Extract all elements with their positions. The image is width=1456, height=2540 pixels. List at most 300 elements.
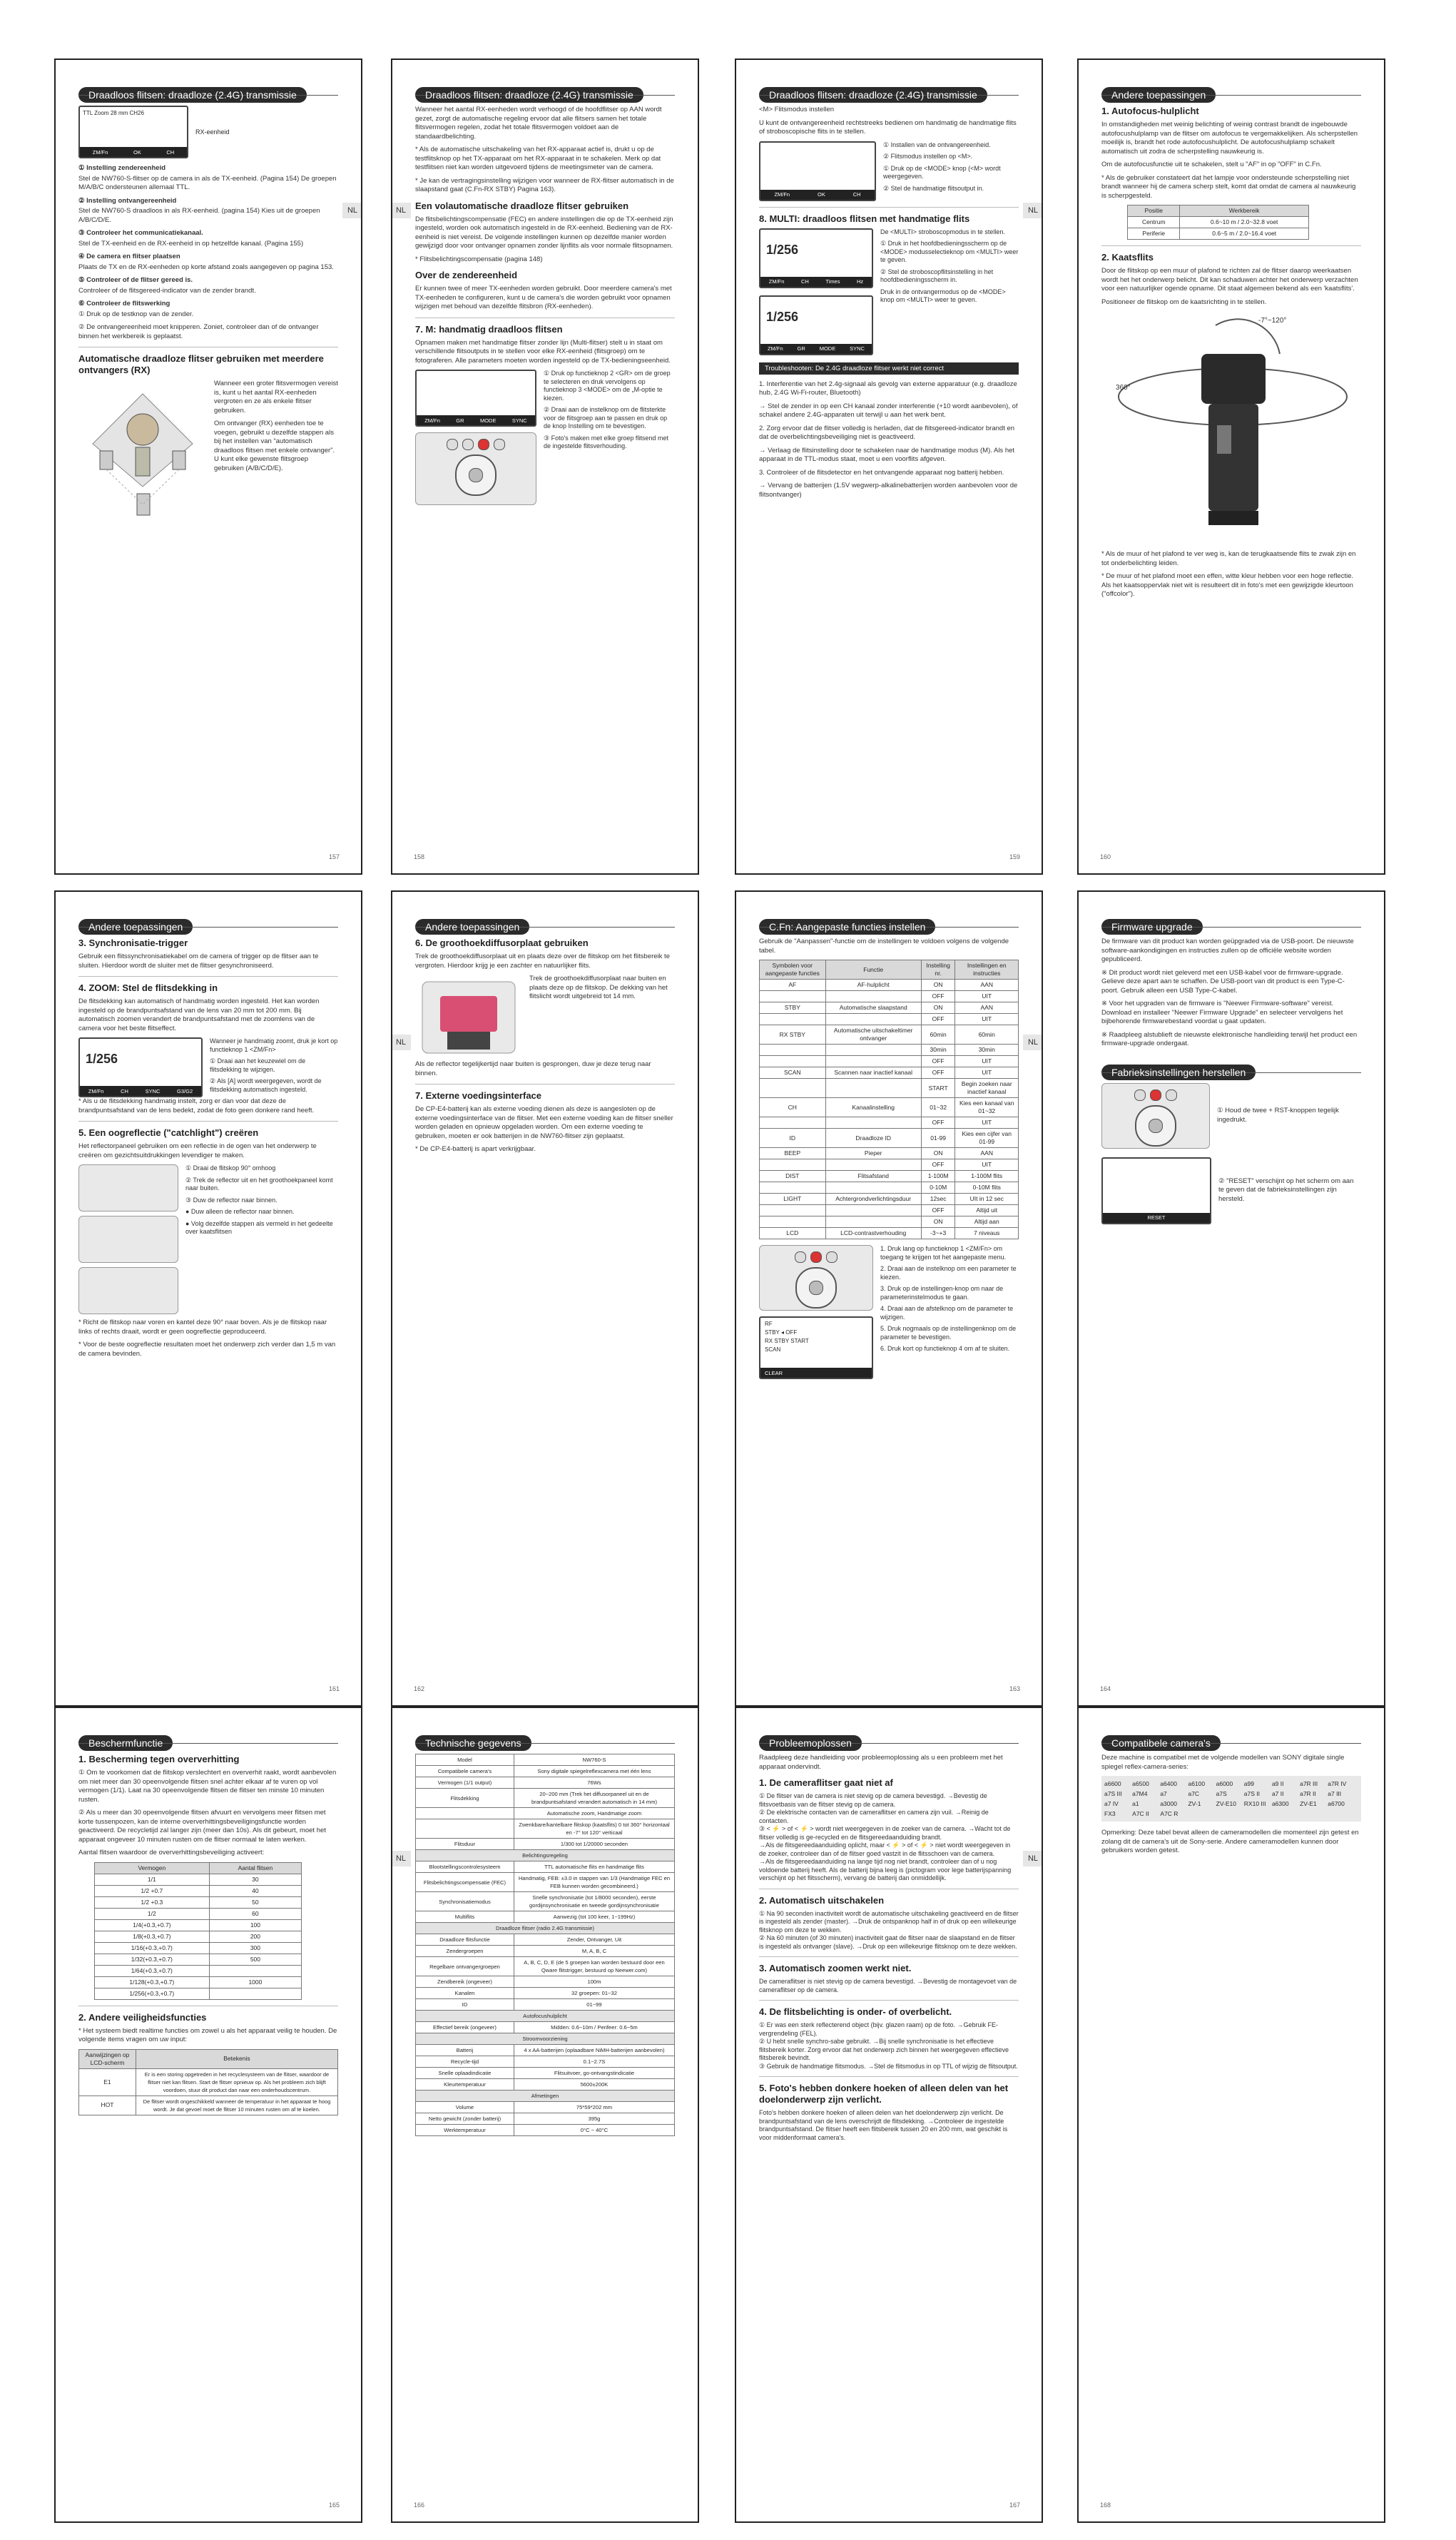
camera-model: a7 III bbox=[1328, 1790, 1342, 1797]
camera-list bbox=[1101, 1776, 1361, 1822]
table-cell bbox=[825, 1159, 921, 1171]
step: ① Draai de flitskop 90° omhoog bbox=[185, 1164, 276, 1172]
test-button[interactable] bbox=[478, 439, 489, 450]
table-cell: LCD-contrastverhouding bbox=[825, 1228, 921, 1239]
lcd-bottom-bar bbox=[417, 415, 535, 425]
table-row bbox=[79, 2096, 338, 2115]
table-cell: Begin zoeken naar inactief kanaal bbox=[955, 1079, 1019, 1098]
reflector-illustration bbox=[78, 1216, 178, 1263]
lcd-power-value: 1/256 bbox=[766, 309, 799, 324]
table-cell: 30min bbox=[955, 1045, 1019, 1056]
table-row bbox=[94, 1908, 301, 1919]
table-cell: Snelle synchronisatie (tot 1/8000 seconden), eerste gordijnsynchronisatie en tweede gordijnsynchronisatie bbox=[514, 1892, 674, 1911]
table-row bbox=[94, 1874, 301, 1885]
reset-lcd bbox=[1101, 1157, 1211, 1224]
table-cell: 01~32 bbox=[921, 1098, 955, 1117]
table-cell bbox=[825, 1056, 921, 1067]
camera-model: ZV-1 bbox=[1188, 1800, 1201, 1807]
camera-model: a6600 bbox=[1104, 1780, 1121, 1787]
section-header: Andere toepassingen bbox=[1101, 87, 1216, 103]
note: Opmerking: Deze tabel bevat alleen de cameramodellen die momenteel zijn getest en zolang dit de camera's uit de Sony-serie. Andere cameramodellen kunnen door gebruikers worden getest. bbox=[1101, 1829, 1359, 1854]
function-button[interactable] bbox=[826, 1251, 838, 1263]
note: * Richt de flitskop naar voren en kantel deze 90° naar boven. Als je de flitskop naar links of rechts draait, wordt er geen oogreflectie geproduceerd. bbox=[78, 1319, 327, 1336]
menu-line: RX STBY START bbox=[765, 1338, 809, 1344]
table-cell: Sony digitale spiegelreflexcamera met één lens bbox=[514, 1766, 674, 1777]
table-header: Instellingen en instructies bbox=[955, 960, 1019, 980]
subsection-title: 4. De flitsbelichting is onder- of overbelicht. bbox=[759, 2006, 952, 2017]
paragraph: * Het systeem biedt realtime functies om zowel u als het apparaat veilig te houden. De volgende items vragen om uw input: bbox=[78, 2026, 337, 2043]
step: ② "RESET" verschijnt op het scherm om aan te geven dat de fabrieksinstellingen zijn hersteld. bbox=[1218, 1177, 1354, 1203]
function-button[interactable] bbox=[447, 439, 458, 450]
table-cell bbox=[760, 1045, 826, 1056]
table-cell: AAN bbox=[955, 980, 1019, 991]
section-header: Draadloos flitsen: draadloze (2.4G) transmissie bbox=[415, 87, 643, 103]
table-row bbox=[416, 2022, 675, 2033]
camera-model: a9 II bbox=[1271, 1780, 1284, 1787]
table-row bbox=[416, 1976, 675, 1988]
table-cell: 7 niveaus bbox=[955, 1228, 1019, 1239]
table-row bbox=[416, 1957, 675, 1976]
camera-model: a7C bbox=[1188, 1790, 1200, 1797]
test-button[interactable] bbox=[1150, 1089, 1161, 1101]
table-row bbox=[760, 1025, 1019, 1045]
table-cell: A, B, C, D, E (de 5 groepen kan worden bestuurd door een Qware flitstrigger, bestuurd op Neewer.com) bbox=[514, 1957, 674, 1976]
language-tab: NL bbox=[1023, 1035, 1043, 1050]
function-button[interactable] bbox=[494, 439, 505, 450]
page-number: 165 bbox=[328, 2501, 340, 2509]
table-cell: HOT bbox=[79, 2096, 136, 2115]
step: ● Volg dezelfde stappen als vermeld in het gedeelte over kaatsflitsen bbox=[185, 1219, 333, 1235]
table-cell bbox=[416, 1819, 514, 1839]
spec-section-label: Stroomvoorziening bbox=[416, 2033, 675, 2045]
table-cell: Effectief bereik (ongeveer) bbox=[416, 2022, 514, 2033]
set-dial[interactable] bbox=[795, 1267, 837, 1309]
step: Wanneer je handmatig zoomt, druk je kort op functieknop 1 <ZM/Fn> bbox=[210, 1037, 338, 1053]
paragraph: → Vervang de batterijen (1.5V wegwerp-alkalinebatterijen worden aanbevolen voor de flitsontvanger) bbox=[759, 482, 1018, 499]
table-cell: 50 bbox=[209, 1896, 301, 1908]
section-header: Draadloos flitsen: draadloze (2.4G) transmissie bbox=[759, 87, 987, 103]
subsection-title: 1. Bescherming tegen oververhitting bbox=[78, 1754, 240, 1764]
table-cell: 1/32(+0.3,+0.7) bbox=[94, 1954, 209, 1965]
step: ② Flitsmodus instellen op <M>. bbox=[883, 153, 973, 160]
spec-section-label: Draadloze flitser (radio 2.4G transmissie) bbox=[416, 1923, 675, 1934]
step: ② Stel de handmatige flitsoutput in. bbox=[883, 184, 984, 192]
function-button[interactable] bbox=[1166, 1089, 1177, 1101]
table-cell: Flitsuitvoer, go-ontvangstindicatie bbox=[514, 2068, 674, 2079]
table-cell: 1-100M flits bbox=[955, 1171, 1019, 1182]
function-button[interactable] bbox=[462, 439, 474, 450]
table-cell: LCD bbox=[760, 1228, 826, 1239]
diffuser-illustration bbox=[415, 975, 522, 1060]
table-cell: 1-100M bbox=[921, 1171, 955, 1182]
table-row bbox=[760, 1205, 1019, 1216]
step: ① Houd de twee + RST-knoppen tegelijk ingedrukt. bbox=[1217, 1107, 1339, 1124]
troubleshoot-banner: Troubleshooten: De 2.4G draadloze flitser werkt niet correct bbox=[759, 362, 1019, 375]
table-header: Aanwijzingen op LCD-scherm bbox=[79, 2049, 136, 2068]
af-range-table bbox=[1127, 205, 1309, 240]
table-cell: 1/256(+0.3,+0.7) bbox=[94, 1988, 209, 1999]
manual-page-168 bbox=[1077, 1707, 1385, 2523]
camera-model: a7R III bbox=[1300, 1780, 1318, 1787]
table-row bbox=[416, 1923, 675, 1934]
manual-page-157 bbox=[54, 59, 362, 875]
step: 4. Draai aan de afstelknop om de parameter te wijzigen. bbox=[880, 1305, 1014, 1321]
camera-model: A7C R bbox=[1160, 1810, 1178, 1817]
step-title: ④ De camera en flitser plaatsen bbox=[78, 253, 180, 260]
subsection-title: 5. Een oogreflectie ("catchlight") creëren bbox=[78, 1127, 259, 1138]
paragraph: Positioneer de flitskop om de kaatsrichting in te stellen. bbox=[1101, 298, 1267, 306]
table-cell: 1/2 +0.3 bbox=[94, 1896, 209, 1908]
paragraph: ① Na 90 seconden inactiviteit wordt de automatische uitschakeling geactiveerd en de flitser is ingesteld als zender (master). →Druk de ontspanknop half in of druk op een willekeurige flitsknop om deze te wekken. ② Na 60 minuten (of 30 minuten) inactiviteit gaat de flitser naar de slaapstand en de flitser is ingesteld als ontvanger (slave). →Druk op een willekeurige flitsknop om te deze wekken. bbox=[759, 1909, 1019, 1950]
manual-page-166 bbox=[391, 1707, 699, 2523]
table-row bbox=[760, 1228, 1019, 1239]
table-cell: 32 groepen: 01~32 bbox=[514, 1988, 674, 1999]
table-row bbox=[416, 1754, 675, 1766]
camera-model: ZV-E10 bbox=[1216, 1800, 1236, 1807]
table-cell: Altijd uit bbox=[955, 1205, 1019, 1216]
table-row bbox=[416, 1850, 675, 1861]
table-row bbox=[760, 1182, 1019, 1194]
table-row bbox=[1128, 228, 1309, 240]
paragraph: Opnamen maken met handmatige flitser zonder lijn (Multi-flitser) stelt u in staat om verschillende flitsoutputs in te stellen voor elke RX-eenheid (flitsgroep) om te fotograferen. Alle parameters moeten worden ingesteld op de TX-bedieningseenheid. bbox=[415, 338, 671, 365]
paragraph: 2. Zorg ervoor dat de flitser volledig is herladen, dat de flitsgereed-indicator brandt en dat de overbelichtingsbeveiliging niet is geactiveerd. bbox=[759, 424, 1015, 441]
subsection-title: 5. Foto's hebben donkere hoeken of alleen delen van het doelonderwerp zijn verlicht. bbox=[759, 2083, 1009, 2105]
lcd-bar-label: Hz bbox=[857, 278, 864, 285]
note: * Als u de flitsdekking handmatig instelt, zorg er dan voor dat deze de brandpuntsafstand van de lens bedekt, zodat de foto geen donkere rand heeft. bbox=[78, 1097, 315, 1114]
step: 6. Druk kort op functieknop 4 om af te sluiten. bbox=[880, 1345, 1010, 1352]
table-cell: 0.6~5 m / 2.0~16.4 voet bbox=[1180, 228, 1309, 240]
table-header: Instelling nr. bbox=[921, 960, 955, 980]
lcd-bar-label: SYNC bbox=[145, 1087, 161, 1094]
step: 5. Druk nogmaals op de instellingenknop om de parameter te bevestigen. bbox=[880, 1325, 1017, 1341]
step: ③ Duw de reflector naar binnen. bbox=[185, 1196, 278, 1204]
paragraph: → Verlaag de flitsinstelling door te schakelen naar de handmatige modus (M). Als het apparaat in de TTL-modus staat, moet u een voorflits afgeven. bbox=[759, 446, 1015, 463]
language-tab: NL bbox=[391, 1851, 411, 1866]
table-cell: LIGHT bbox=[760, 1194, 826, 1205]
paragraph: Trek de groothoekdiffusorplaat uit en plaats deze over de flitskop om het flitsbereik te vergroten. Hierdoor krijg je een zachter en natuurlijker flits. bbox=[415, 952, 670, 970]
note: * De CP-E4-batterij is apart verkrijgbaar. bbox=[415, 1145, 536, 1153]
paragraph: 1. Interferentie van het 2.4g-signaal als gevolg van externe apparatuur (e.g. draadloze hub, 2.4G Wi-Fi-router, Bluetooth) bbox=[759, 380, 1017, 397]
table-cell: 1/1 bbox=[94, 1874, 209, 1885]
table-row bbox=[760, 991, 1019, 1002]
table-cell: 395g bbox=[514, 2113, 674, 2125]
table-cell: Flitsdekking bbox=[416, 1789, 514, 1808]
table-cell: Zendbereik (ongeveer) bbox=[416, 1976, 514, 1988]
lcd-bar-label: G3/G2 bbox=[177, 1087, 193, 1094]
table-cell: Batterij bbox=[416, 2045, 514, 2056]
lcd-bar-label: ZM/Fn bbox=[88, 1087, 104, 1094]
table-cell: OFF bbox=[921, 991, 955, 1002]
table-cell: TTL automatische flits en handmatige flits bbox=[514, 1861, 674, 1873]
subsection-title: 4. ZOOM: Stel de flitsdekking in bbox=[78, 982, 218, 993]
overheat-table bbox=[94, 1862, 302, 2000]
paragraph: Trek de groothoekdiffusorplaat naar buiten en plaats deze op de flitskop. De dekking van het flitslicht wordt uitgebreid tot 14 mm. bbox=[529, 975, 668, 1000]
table-cell: Flitsbelichtingscompensatie (FEC) bbox=[416, 1873, 514, 1892]
paragraph: Foto's hebben donkere hoeken of alleen delen van het doelonderwerp zijn verlicht. De brandpuntsafstand van de lens overschrijdt de flitsdekking. →Controleer de ingestelde brandpuntsafstand. De flitser heeft een flitsbereik tussen 20 en 200 mm, wat geschikt is voor middenformaat camera's. bbox=[759, 2109, 1008, 2141]
table-cell: 60 bbox=[209, 1908, 301, 1919]
function-button[interactable] bbox=[1134, 1089, 1146, 1101]
table-cell: AAN bbox=[955, 1002, 1019, 1014]
table-header: Werkbereik bbox=[1180, 205, 1309, 217]
table-cell: ON bbox=[921, 1002, 955, 1014]
step-text: Stel de NW760-S draadloos in als RX-eenheid. (pagina 154) Kies uit de groepen A/B/C/D/E. bbox=[78, 207, 320, 224]
table-row bbox=[416, 1873, 675, 1892]
step: 1. Druk lang op functieknop 1 <ZM/Fn> om toegang te krijgen tot het aangepaste menu. bbox=[880, 1245, 1007, 1261]
divider bbox=[759, 207, 1019, 208]
section-header: Fabrieksinstellingen herstellen bbox=[1101, 1065, 1256, 1080]
table-cell: Regelbare ontvangergroepen bbox=[416, 1957, 514, 1976]
table-row bbox=[416, 2113, 675, 2125]
step-text: ① Druk op de testknop van de zender. bbox=[78, 310, 194, 318]
table-cell: NW760-S bbox=[514, 1754, 674, 1766]
table-cell: Compatibele camera's bbox=[416, 1766, 514, 1777]
subsection-title: 1. Autofocus-hulplicht bbox=[1101, 106, 1199, 116]
reflector-illustration bbox=[78, 1164, 178, 1211]
lcd-bottom-bar bbox=[760, 277, 872, 287]
table-row bbox=[760, 1117, 1019, 1129]
table-cell: 500 bbox=[209, 1954, 301, 1965]
table-cell: 0-10M bbox=[921, 1182, 955, 1194]
table-cell: START bbox=[921, 1079, 955, 1098]
table-cell: UIt in 12 sec bbox=[955, 1194, 1019, 1205]
lcd-note: RX-eenheid bbox=[195, 128, 230, 136]
step: ① Draai aan het keuzewiel om de flitsdekking te wijzigen. bbox=[210, 1057, 306, 1073]
table-cell: Blootstellingscontrolesysteem bbox=[416, 1861, 514, 1873]
table-cell: UIT bbox=[955, 1014, 1019, 1025]
table-cell: Synchronisatiemodus bbox=[416, 1892, 514, 1911]
step: De <MULTI> stroboscopmodus in te stellen. bbox=[880, 228, 1005, 235]
camera-model: a3000 bbox=[1160, 1800, 1177, 1807]
flash-lcd-diagram bbox=[415, 370, 536, 427]
table-row bbox=[416, 2056, 675, 2068]
table-cell: CH bbox=[760, 1098, 826, 1117]
table-cell bbox=[825, 1079, 921, 1098]
table-cell: Werktemperatuur bbox=[416, 2125, 514, 2136]
language-tab: NL bbox=[1023, 1851, 1043, 1866]
menu-line: SCAN bbox=[765, 1346, 781, 1353]
spec-table bbox=[415, 1754, 675, 2136]
section-header: Andere toepassingen bbox=[415, 919, 529, 935]
subsection-title: 7. M: handmatig draadloos flitsen bbox=[415, 323, 563, 335]
manual-page-165 bbox=[54, 1707, 362, 2523]
table-cell: 40 bbox=[209, 1885, 301, 1896]
table-cell: STBY bbox=[760, 1002, 826, 1014]
paragraph: → Stel de zender in op een CH kanaal zonder interferentie (+10 wordt aanbevolen), of schakel andere 2.4G-apparaten uit terwijl u aan het werk bent. bbox=[759, 402, 1018, 419]
lcd-bar-label: ZM/Fn bbox=[92, 148, 108, 156]
paragraph: ① Er was een sterk reflecterend object (bijv. glazen raam) op de foto. →Gebruik FE-vergrendeling (FEL). ② U hebt snelle synchro-sabe gebruikt. →Bij snelle synchronisatie is het effectieve flitsbereik korter. Zorg ervoor dat het onderwerp zich binnen het weergegeven effectieve flitsbereik bevindt. ③ Gebruik de handmatige flitsmodus. →Stel de flitsmodus in op TTL of wijzig de flitsoutput. bbox=[759, 2021, 1018, 2070]
table-cell bbox=[760, 1205, 826, 1216]
step: 3. Druk op de instellingen-knop om naar de parameterinstelmodus te gaan. bbox=[880, 1285, 1004, 1301]
lcd-power-value: 1/256 bbox=[766, 242, 799, 257]
step-title: ① Instelling zendereenheid bbox=[78, 164, 166, 172]
section-header: Andere toepassingen bbox=[78, 919, 193, 935]
flash-lcd-diagram bbox=[78, 1037, 203, 1097]
paragraph: De flitsbelichtingscompensatie (FEC) en andere instellingen die op de TX-eenheid zijn ingesteld, worden ook automatisch ingesteld in de RX-eenheid. Bediening van de RX-eenheid is niet vereist. De volgende instellingen kunnen op dezelfde manier worden gewijzigd door voor ontvanger opnamen zonder lijnflits als voor normale flitsopnamen. bbox=[415, 215, 673, 250]
flash-lcd-diagram bbox=[759, 141, 876, 201]
paragraph: Gebruik een flitssynchronisatiekabel om de camera of trigger op de flitser aan te sluiten. Hierdoor wordt de sluiter met de flitser gesynchroniseerd. bbox=[78, 952, 319, 970]
table-row bbox=[416, 1789, 675, 1808]
reset-label: RESET bbox=[1147, 1214, 1166, 1221]
set-dial[interactable] bbox=[1135, 1105, 1176, 1147]
table-cell: Automatische zoom, Handmatige zoom bbox=[514, 1808, 674, 1819]
subsection-title: 1. De cameraflitser gaat niet af bbox=[759, 1777, 893, 1788]
step: ② Draai aan de instelknop om de flitsterkte voor de flitsgroep aan te passen en druk op de knop Instelling om te bevestigen. bbox=[544, 406, 668, 430]
table-cell bbox=[825, 1205, 921, 1216]
table-row bbox=[416, 2033, 675, 2045]
table-cell: Kleurtemperatuur bbox=[416, 2079, 514, 2091]
note: * Als de muur of het plafond te ver weg is, kan de terugkaatsende flits te zwak zijn en tot onderbelichting leiden. bbox=[1101, 550, 1356, 567]
paragraph: U kunt de ontvangereenheid rechtstreeks bedienen om handmatig de handmatige flits of stroboscopische flits in te stellen. bbox=[759, 118, 1017, 136]
table-cell: ON bbox=[921, 1148, 955, 1159]
table-cell: Vermogen (1/1 output) bbox=[416, 1777, 514, 1789]
table-cell bbox=[209, 1965, 301, 1976]
table-cell: Volume bbox=[416, 2102, 514, 2113]
multi-receiver-illustration bbox=[78, 380, 207, 529]
camera-model: a6500 bbox=[1132, 1780, 1149, 1787]
paragraph: ② Als u meer dan 30 opeenvolgende flitsen afvuurt en vervolgens meer flitsen met korte tussenpozen, kan de interne oververhittingsbeveiligingsfunctie worden geactiveerd. De recycletijd zal langer zijn (meer dan 10s). Als dit gebeurt, moet het apparaat ongeveer 10 minuten rusten om de flitser normaal te laten werken. bbox=[78, 1809, 326, 1844]
step-title: ③ Controleer het communicatiekanaal. bbox=[78, 229, 203, 237]
lcd-bar-label: CH bbox=[121, 1087, 128, 1094]
step: ② Als [A] wordt weergegeven, wordt de flitsdekking automatisch ingesteld. bbox=[210, 1077, 322, 1093]
camera-model: FX3 bbox=[1104, 1810, 1116, 1817]
section-header: Draadloos flitsen: draadloze (2.4G) transmissie bbox=[78, 87, 307, 103]
table-row bbox=[94, 1988, 301, 1999]
table-row bbox=[760, 1148, 1019, 1159]
table-row bbox=[416, 1946, 675, 1957]
table-cell: 30 bbox=[209, 1874, 301, 1885]
paragraph: De CP-E4-batterij kan als externe voeding dienen als deze is aangesloten op de externe voedingsinterface van de flitser. Met een externe voeding kan de flitser sneller worden geladen en opnieuw opgeladen worden. Om een externe voeding te gebruiken, moeten er ook batterijen in de NW760-flitser zijn geplaatst. bbox=[415, 1105, 673, 1140]
subsection-title: Een volautomatische draadloze flitser gebruiken bbox=[415, 200, 629, 211]
table-cell: Periferie bbox=[1128, 228, 1180, 240]
table-cell: Automatische uitschakeltimer ontvanger bbox=[825, 1025, 921, 1045]
lcd-bar-label: CH bbox=[800, 278, 809, 285]
paragraph: Het reflectorpaneel gebruiken om een reflectie in de ogen van het onderwerp te creëren om gezichtsuitdrukkingen levendiger te maken. bbox=[78, 1142, 317, 1159]
paragraph: Om ontvanger (RX) eenheden toe te voegen, gebruikt u dezelfde stappen als bij het instellen van “automatisch draadloos flitsen met enkele ontvanger”. U kunt elke gewenste flitsgroep gebruiken (A/B/C/D/E). bbox=[214, 420, 335, 472]
divider bbox=[759, 1956, 1019, 1957]
section-header: Firmware upgrade bbox=[1101, 919, 1203, 935]
step-text: Controleer of de flitsgereed-indicator van de zender brandt. bbox=[78, 286, 256, 295]
manual-page-159 bbox=[735, 59, 1043, 875]
custom-menu-lcd bbox=[759, 1316, 873, 1379]
camera-model: a6400 bbox=[1160, 1780, 1177, 1787]
table-cell: 12sec bbox=[921, 1194, 955, 1205]
table-row bbox=[760, 1098, 1019, 1117]
manual-page-167 bbox=[735, 1707, 1043, 2523]
table-cell bbox=[760, 1182, 826, 1194]
table-cell: Altijd aan bbox=[955, 1216, 1019, 1228]
manual-page-163 bbox=[735, 890, 1043, 1707]
table-cell: Kanaalinstelling bbox=[825, 1098, 921, 1117]
lcd-bar-label: Times bbox=[825, 278, 840, 285]
table-cell: Achtergrondverlichtingsduur bbox=[825, 1194, 921, 1205]
page-number: 163 bbox=[1009, 1685, 1020, 1692]
lcd-bottom-bar bbox=[80, 1086, 201, 1096]
lcd-bottom-bar bbox=[760, 1368, 872, 1378]
section-header: Beschermfunctie bbox=[78, 1735, 173, 1751]
table-row bbox=[416, 2091, 675, 2102]
subsection-title: Automatische draadloze flitser gebruiken met meerdere ontvangers (RX) bbox=[78, 353, 324, 375]
table-cell: 20~200 mm (Trek het diffusorpaneel uit en de brandpuntsafstand verandert automatisch in 14 mm) bbox=[514, 1789, 674, 1808]
lcd-bar-label: OK bbox=[133, 148, 141, 156]
table-cell: Snelle oplaadindicatie bbox=[416, 2068, 514, 2079]
table-row bbox=[94, 1885, 301, 1896]
table-cell: 0°C ~ 40°C bbox=[514, 2125, 674, 2136]
table-cell bbox=[825, 1216, 921, 1228]
table-row bbox=[416, 1808, 675, 1819]
table-header: Betekenis bbox=[136, 2049, 337, 2068]
table-cell: 1000 bbox=[209, 1976, 301, 1988]
subsection-title: Over de zendereenheid bbox=[415, 270, 518, 280]
table-cell: Midden: 0.6~10m / Perifeer: 0.6~5m bbox=[514, 2022, 674, 2033]
table-cell: 60min bbox=[955, 1025, 1019, 1045]
table-row bbox=[416, 2102, 675, 2113]
table-cell bbox=[760, 1079, 826, 1098]
paragraph: Door de flitskop op een muur of plafond te richten zal de flitser daarop weerkaatsen wordt het het onderwerp belicht. Dit kan schaduwen achter het onderwerp verzachten voor een natuurlijker ogende opname. Dit staat algemeen bekend als een 'kaatsflits'. bbox=[1101, 267, 1358, 293]
table-cell: 75*59*202 mm bbox=[514, 2102, 674, 2113]
table-row bbox=[760, 1129, 1019, 1148]
table-row bbox=[416, 2068, 675, 2079]
menu-line: STBY ◂ OFF bbox=[765, 1329, 798, 1336]
table-cell: E1 bbox=[79, 2068, 136, 2096]
camera-model: RX10 III bbox=[1243, 1800, 1266, 1807]
table-row bbox=[416, 1777, 675, 1789]
table-cell: ON bbox=[921, 1216, 955, 1228]
camera-model: a7R IV bbox=[1328, 1780, 1347, 1787]
table-row bbox=[416, 1766, 675, 1777]
table-cell: AF bbox=[760, 980, 826, 991]
table-row bbox=[94, 1896, 301, 1908]
manual-page-164 bbox=[1077, 890, 1385, 1707]
table-cell bbox=[760, 991, 826, 1002]
step-text: Stel de TX-eenheid en de RX-eenheid in op hetzelfde kanaal. (Pagina 155) bbox=[78, 239, 304, 248]
table-cell bbox=[825, 1045, 921, 1056]
camera-model: a7R II bbox=[1300, 1790, 1316, 1797]
table-cell: RX STBY bbox=[760, 1025, 826, 1045]
table-row bbox=[94, 1954, 301, 1965]
rotation-angle-label: 360° bbox=[1116, 384, 1131, 392]
table-row bbox=[760, 1159, 1019, 1171]
paragraph: In omstandigheden met weinig belichting of weinig contrast brandt de ingebouwde autofocushulplamp van de flitser om autofocus te vergemakkelijken. Als scherpstellen moeilijk is, brandt het rode autofocushulplicht. De autofocushulplamp schakelt automatisch uit zodra de scherpstelling nauwkeurig is. bbox=[1101, 121, 1358, 156]
paragraph: ※ Voor het upgraden van de firmware is "Neewer Firmware-software" vereist. Download en installeer "Neewer Firmware Upgrade" en selecteer vervolgens het bijbehorende firmwarebestand voordat u gaat updaten. bbox=[1101, 1000, 1343, 1025]
table-cell: OFF bbox=[921, 1056, 955, 1067]
function-button[interactable] bbox=[795, 1251, 806, 1263]
subsection-title: 3. Synchronisatie-trigger bbox=[78, 938, 188, 948]
paragraph: Als de reflector tegelijkertijd naar buiten is gesprongen, duw je deze terug naar binnen. bbox=[415, 1060, 651, 1077]
table-row bbox=[94, 1976, 301, 1988]
camera-model: a7M4 bbox=[1132, 1790, 1148, 1797]
note: * Als de gebruiker constateert dat het lampje voor ondersteunde scherpstelling niet brandt wanneer hij de camera scherp stelt, komt dat omdat de camera al nauwkeurig is scherpgesteld. bbox=[1101, 173, 1356, 200]
page-number: 167 bbox=[1009, 2501, 1020, 2509]
step: ③ Foto's maken met elke groep flitsend met de ingestelde flitsverhouding. bbox=[544, 434, 668, 449]
table-cell: UIT bbox=[955, 1159, 1019, 1171]
divider bbox=[1101, 245, 1361, 246]
table-cell: DIST bbox=[760, 1171, 826, 1182]
table-cell bbox=[825, 1182, 921, 1194]
step: ② Trek de reflector uit en het groothoekpaneel komt naar buiten. bbox=[185, 1176, 333, 1192]
table-cell: Kies een kanaal van 01~32 bbox=[955, 1098, 1019, 1117]
lcd-bottom-bar bbox=[80, 147, 187, 157]
paragraph: Aantal flitsen waardoor de oververhittingsbeveiliging activeert: bbox=[78, 1849, 265, 1856]
subsection-title: 7. Externe voedingsinterface bbox=[415, 1090, 542, 1101]
table-header: Aantal flitsen bbox=[209, 1862, 301, 1874]
table-cell: SCAN bbox=[760, 1067, 826, 1079]
table-row bbox=[416, 1839, 675, 1850]
step: ① Druk op functieknop 2 <GR> om de groep te selecteren en druk vervolgens op functieknop 3 <MODE> om de „M-optie te kiezen. bbox=[544, 370, 671, 402]
set-dial[interactable] bbox=[455, 454, 497, 496]
table-cell: Automatische slaapstand bbox=[825, 1002, 921, 1014]
step: ● Duw alleen de reflector naar binnen. bbox=[185, 1208, 295, 1215]
test-button[interactable] bbox=[810, 1251, 822, 1263]
